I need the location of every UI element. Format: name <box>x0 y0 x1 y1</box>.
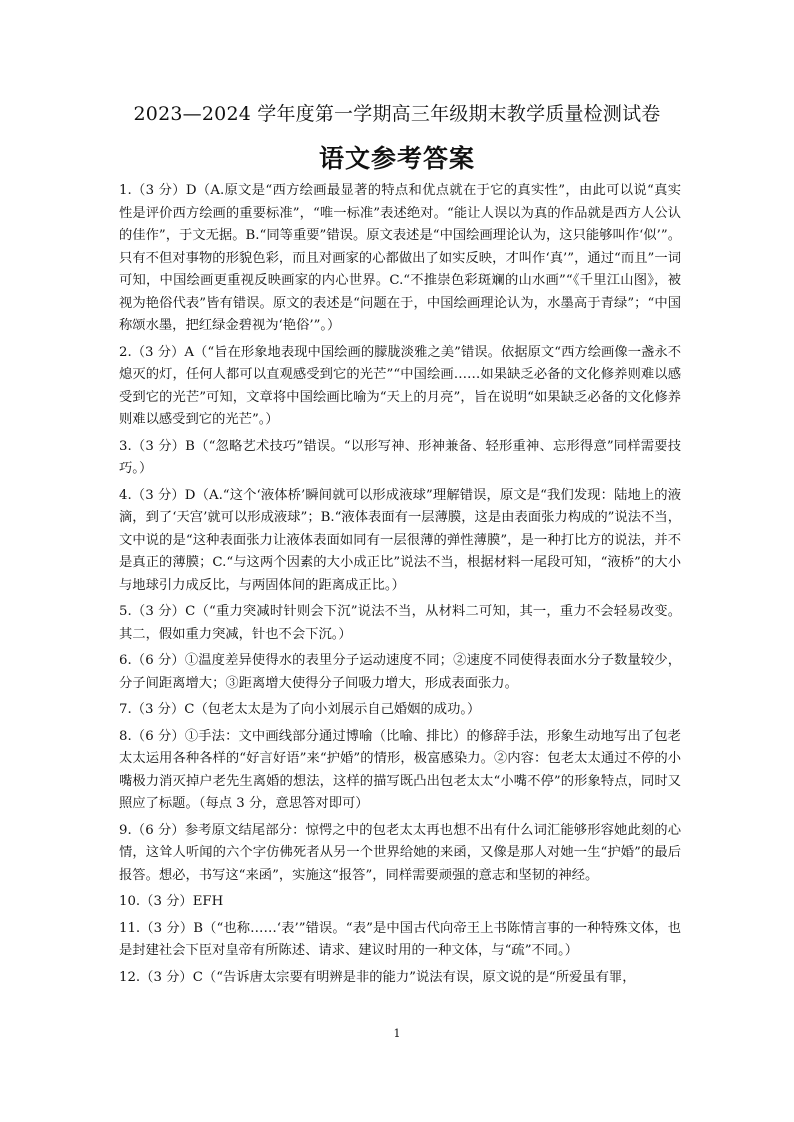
answer-item-9: 9.（6 分）参考原文结尾部分：惊愕之中的包老太太再也想不出有什么词汇能够形容她此刻的心情，这耸人听闻的六个字仿佛死者从另一个世界给她的来函，又像是那人对她一生“护婚”的最后报答。想必，书写这“来函”，实施这“报答”，同样需要顽强的意志和坚韧的神经。 <box>119 822 681 883</box>
answer-item-8: 8.（6 分）①手法：文中画线部分通过博喻（比喻、排比）的修辞手法，形象生动地写出了包老太太运用各种各样的“好言好语”来“护婚”的情形，极富感染力。②内容：包老太太通过不停的小嘴极力消灭掉户老先生离婚的想法，这样的描写既凸出包老太太“小嘴不停”的形象特点，同时又照应了标题。（每点 3 分，意思答对即可） <box>119 728 681 811</box>
answer-item-4: 4.（3 分）D（A.“这个‘液体桥’瞬间就可以形成液球”理解错误，原文是“我们发现：陆地上的液滴，到了‘天宫’就可以形成液球”；B.“液体表面有一层薄膜，这是由表面张力构成的”说法不当，文中说的是“这种表面张力让液体表面如同有一层很薄的弹性薄膜”，是一种打比方的说法，并不是真正的薄膜；C.“与这两个因素的大小成正比”说法不当，根据材料一尾段可知，“液桥”的大小与地球引力成反比，与两固体间的距离成正比。） <box>119 487 681 593</box>
answer-item-10: 10.（3 分）EFH <box>119 894 224 909</box>
answer-item-7: 7.（3 分）C（包老太太是为了向小刘展示自己婚姻的成功。） <box>119 702 481 717</box>
answer-item-11: 11.（3 分）B（“也称……‘表’”错误。“表”是中国古代向帝王上书陈情言事的一种特殊文体，也是封建社会下臣对皇帝有所陈述、请求、建议时用的一种文体，与“疏”不同。） <box>119 920 681 958</box>
answer-item-5: 5.（3 分）C（“重力突减时针则会下沉”说法不当，从材料二可知，其一，重力不会轻易改变。其二，假如重力突减，针也不会下沉。） <box>119 604 681 642</box>
document-subtitle: 语文参考答案 <box>318 144 475 173</box>
answer-item-3: 3.（3 分）B（“忽略艺术技巧”错误。“以形写神、形神兼备、轻形重神、忘形得意”同样需要技巧。） <box>119 438 681 476</box>
answer-list <box>119 180 681 989</box>
page-number: 1 <box>393 1027 401 1040</box>
document-title: 2023—2024 学年度第一学期高三年级期末教学质量检测试卷 <box>133 103 661 125</box>
answer-item-1: 1.（3 分）D（A.原文是“西方绘画最显著的特点和优点就在于它的真实性”，由此可以说“真实性是评价西方绘画的重要标准”，“唯一标准”表述绝对。“能让人误以为真的作品就是西方人公认的佳作”，于文无据。B.“同等重要”错误。原文表述是“中国绘画理论认为，这只能够叫作‘似’”。只有不但对事物的形貌色彩，而且对画家的心都做出了如实反映，才叫作‘真’”，通过“而且”一词可知，中国绘画更重视反映画家的内心世界。C.“不推崇色彩斑斓的山水画”“《千里江山图》，被视为艳俗代表”皆有错误。原文的表述是“问题在于，中国绘画理论认为，水墨高于青绿”；“中国称颂水墨，把红绿金碧视为‘艳俗’”。） <box>119 183 681 333</box>
answer-item-6: 6.（6 分）①温度差异使得水的表里分子运动速度不同；②速度不同使得表面水分子数量较少，分子间距离增大；③距离增大使得分子间吸力增大，形成表面张力。 <box>119 653 681 691</box>
answer-item-2: 2.（3 分）A（“旨在形象地表现中国绘画的朦胧淡雅之美”错误。依据原文“西方绘画像一盏永不熄灭的灯，任何人都可以直观感受到它的光芒”“中国绘画……如果缺乏必备的文化修养则难以感受到它的光芒”可知，文章将中国绘画比喻为“天上的月亮”，旨在说明“如果缺乏必备的文化修养则难以感受到它的光芒”。） <box>119 344 681 427</box>
answer-item-12: 12.（3 分）C（“告诉唐太宗要有明辨是非的能力”说法有误，原文说的是“所爱虽有罪， <box>119 969 636 985</box>
